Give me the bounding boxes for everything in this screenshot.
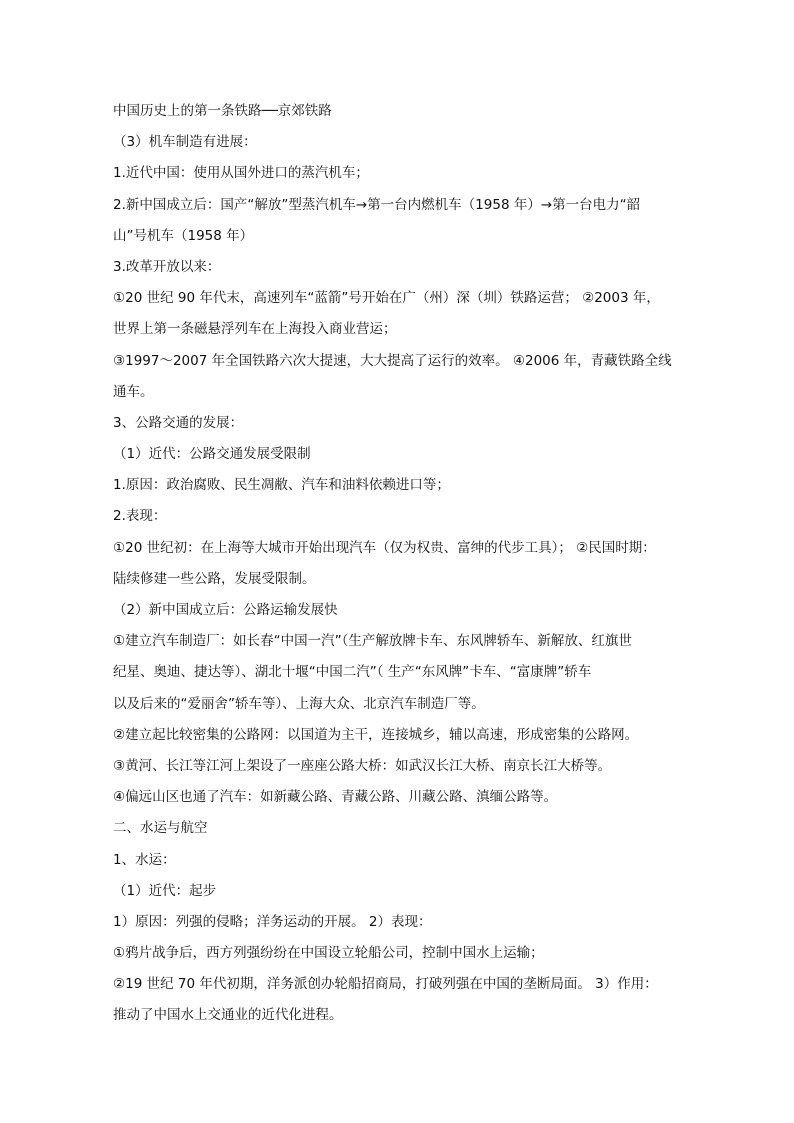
document-page bbox=[113, 96, 683, 1032]
text-line: 纪星、奥迪、捷达等）、湖北十堰“中国二汽”（ 生产“东风牌”卡车、“富康牌”轿车 bbox=[113, 664, 592, 681]
text-line: ③黄河、长江等江河上架设了一座座公路大桥：如武汉长江大桥、南京长江大桥等。 bbox=[113, 757, 612, 774]
text-line: 陆续修建一些公路，发展受限制。 bbox=[113, 570, 316, 587]
subsection-new-china-highway: （2）新中国成立后：公路运输发展快 bbox=[113, 602, 338, 618]
section-locomotive: （3）机车制造有进展： bbox=[113, 134, 257, 151]
text-line: ①20 世纪初：在上海等大城市开始出现汽车（仅为权贵、富绅的代步工具）； ②民国时期： bbox=[113, 539, 656, 556]
text-line: ①建立汽车制造厂：如长春“中国一汽”（生产解放牌卡车、东风牌轿车、新解放、红旗世 bbox=[113, 633, 632, 650]
text-line: ①20 世纪 90 年代末，高速列车“蓝箭”号开始在广（州）深（圳）铁路运营； ②2003 年， bbox=[113, 290, 660, 307]
heading-first-railway: 中国历史上的第一条铁路──京郊铁路 bbox=[113, 103, 332, 119]
text-line: ②建立起比较密集的公路网：以国道为主干，连接城乡，辅以高速，形成密集的公路网。 bbox=[113, 726, 639, 743]
text-line: 1.近代中国：使用从国外进口的蒸汽机车； bbox=[113, 165, 369, 182]
text-line: 世界上第一条磁悬浮列车在上海投入商业营运； bbox=[113, 321, 397, 338]
text-line: ③1997～2007 年全国铁路六次大提速，大大提高了运行的效率。 ④2006 年，青藏铁路全线 bbox=[113, 352, 672, 369]
text-line: 1.原因：政治腐败、民生凋敝、汽车和油料依赖进口等； bbox=[113, 477, 450, 494]
text-line: 推动了中国水上交通业的近代化进程。 bbox=[113, 1007, 343, 1024]
subsection-modern-water: （1）近代：起步 bbox=[113, 882, 217, 899]
text-line: ④偏远山区也通了汽车：如新藏公路、青藏公路、川藏公路、滇缅公路等。 bbox=[113, 789, 558, 806]
text-line: 1）原因：列强的侵略；洋务运动的开展。 2）表现： bbox=[113, 913, 432, 930]
text-line: ①鸦片战争后，西方列强纷纷在中国设立轮船公司，控制中国水上运输； bbox=[113, 945, 544, 962]
text-line: 2.表现： bbox=[113, 508, 167, 525]
text-line: 3.改革开放以来： bbox=[113, 258, 221, 275]
section-water-transport: 1、水运： bbox=[113, 851, 176, 868]
heading-water-air: 二、水运与航空 bbox=[113, 820, 208, 837]
section-highway: 3、公路交通的发展： bbox=[113, 414, 244, 431]
text-line: 通车。 bbox=[113, 383, 154, 400]
text-line: ②19 世纪 70 年代初期，洋务派创办轮船招商局，打破列强在中国的垄断局面。 3）作用： bbox=[113, 976, 658, 993]
text-line: 2.新中国成立后：国产“解放”型蒸汽机车→第一台内燃机车（1958 年）→第一台电力“韶 bbox=[113, 196, 641, 213]
text-line: 以及后来的“爱丽舍”轿车等）、上海大众、北京汽车制造厂等。 bbox=[113, 695, 485, 712]
text-line: 山”号机车（1958 年） bbox=[113, 227, 254, 244]
subsection-modern-highway: （1）近代：公路交通发展受限制 bbox=[113, 446, 311, 463]
